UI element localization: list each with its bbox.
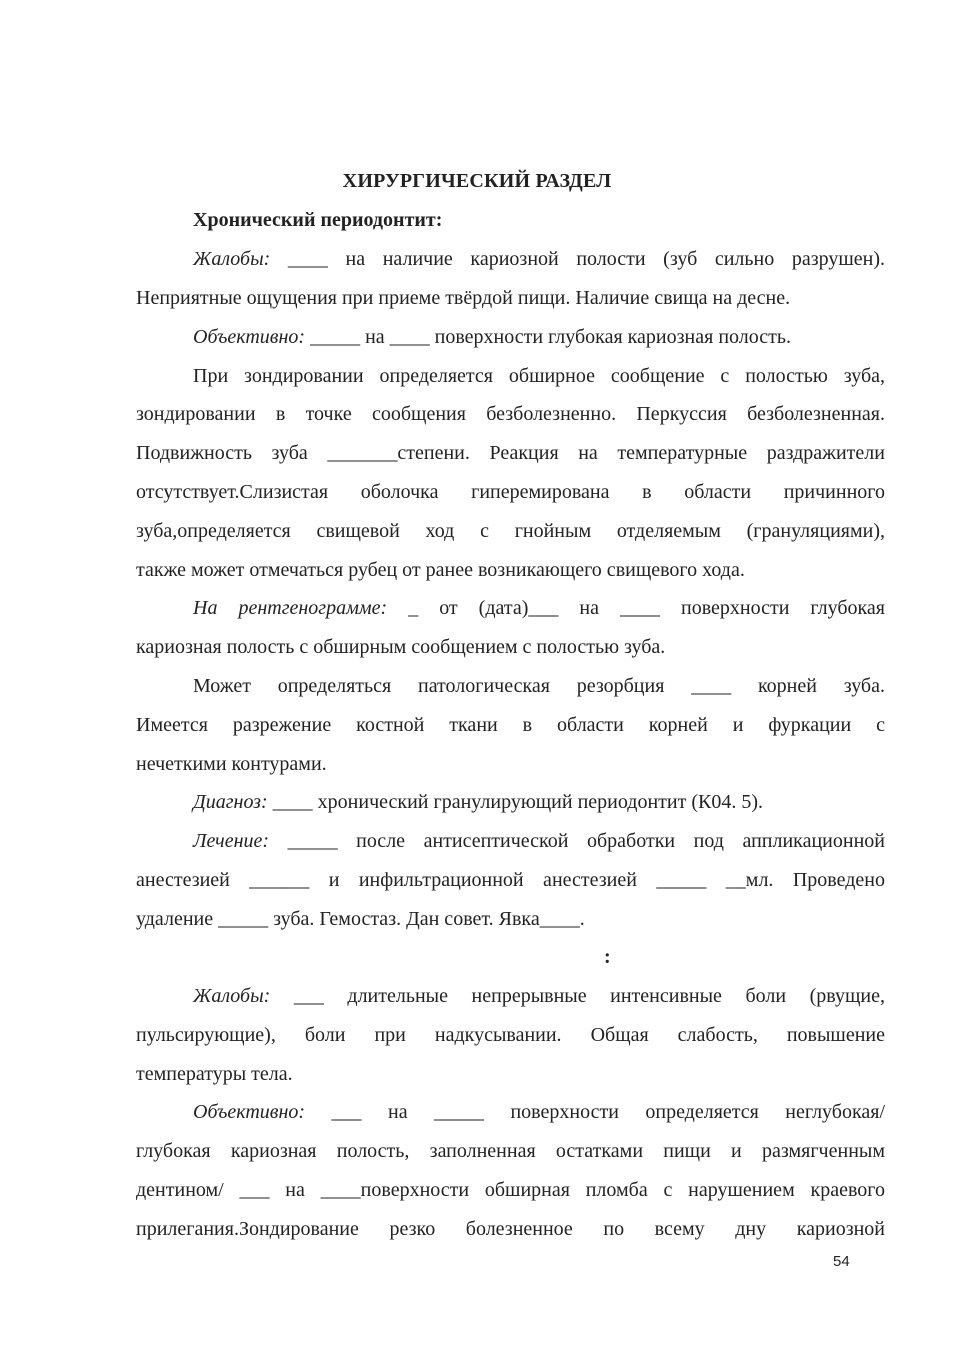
- objective-text: _____ на ____ поверхности глубокая кариозная полость.: [310, 326, 791, 348]
- objective2-text: ___ на _____ поверхности определяется неглубокая/: [331, 1101, 886, 1123]
- objective2-line-2: глубокая кариозная полость, заполненная остатками пищи и размягченным: [136, 1140, 885, 1162]
- xray-line-1: [193, 595, 885, 621]
- complaints-text: ____ на наличие кариозной полости (зуб сильно разрушен).: [287, 248, 886, 270]
- objective2-line-4: прилегания.Зондирование резко болезненное по всему дну кариозной: [136, 1218, 885, 1240]
- resorption-line-2: Имеется разрежение костной ткани в области корней и фуркации с: [136, 714, 885, 736]
- complaints2-line-1: [193, 983, 885, 1009]
- complaints2-label: Жалобы:: [193, 985, 271, 1007]
- objective2-label: Объективно:: [193, 1101, 306, 1123]
- page-number: 54: [833, 1253, 850, 1270]
- subtitle: Хронический периодонтит:: [193, 209, 443, 231]
- probing-line-6: также может отмечаться рубец от ранее возникающего свищевого хода.: [136, 559, 745, 581]
- complaints-label: Жалобы:: [193, 248, 271, 270]
- objective2-line-1: [193, 1099, 885, 1125]
- treatment-line-3: удаление _____ зуба. Гемостаз. Дан совет. Явка____.: [136, 908, 585, 930]
- probing-line-2: зондировании в точке сообщения безболезненно. Перкуссия безболезненная.: [136, 403, 885, 425]
- complaints2-text: ___ длительные непрерывные интенсивные боли (рвущие,: [293, 985, 885, 1007]
- resorption-line-3: нечеткими контурами.: [136, 753, 327, 775]
- probing-line-4: отсутствует.Слизистая оболочка гиперемирована в области причинного: [136, 481, 885, 503]
- probing-line-3: Подвижность зуба _______степени. Реакция на температурные раздражители: [136, 442, 885, 464]
- xray-label: На рентгенограмме:: [193, 597, 388, 619]
- treatment-line-2: анестезией ______ и инфильтрационной анестезией _____ __мл. Проведено: [136, 869, 885, 891]
- treatment-line-1: [193, 828, 885, 854]
- objective2-line-3: дентином/ ___ на ____поверхности обширная пломба с нарушением краевого: [136, 1179, 885, 1201]
- diagnosis-line: [193, 789, 885, 815]
- xray-text: _ от (дата)___ на ____ поверхности глубокая: [408, 597, 886, 619]
- treatment-text: _____ после антисептической обработки под аппликационной: [287, 830, 885, 852]
- complaints2-line-3: температуры тела.: [136, 1063, 293, 1085]
- section-colon: :: [604, 946, 611, 968]
- treatment-label: Лечение:: [193, 830, 270, 852]
- probing-line-1: При зондировании определяется обширное сообщение с полостью зуба,: [193, 365, 885, 387]
- xray-line-2: кариозная полость с обширным сообщением с полостью зуба.: [136, 636, 666, 658]
- section-title: ХИРУРГИЧЕСКИЙ РАЗДЕЛ: [342, 170, 612, 192]
- diagnosis-text: ____ хронический гранулирующий периодонтит (К04. 5).: [272, 791, 763, 813]
- objective-line-1: [193, 324, 885, 350]
- complaints-line-1: [193, 246, 885, 272]
- resorption-line-1: Может определяться патологическая резорбция ____ корней зуба.: [193, 675, 885, 697]
- objective-label: Объективно:: [193, 326, 306, 348]
- complaints-line-2: Неприятные ощущения при приеме твёрдой пищи. Наличие свища на десне.: [136, 287, 791, 309]
- diagnosis-label: Диагноз:: [193, 791, 268, 813]
- complaints2-line-2: пульсирующие), боли при надкусывании. Общая слабость, повышение: [136, 1024, 885, 1046]
- probing-line-5: зуба,определяется свищевой ход с гнойным отделяемым (грануляциями),: [136, 520, 885, 542]
